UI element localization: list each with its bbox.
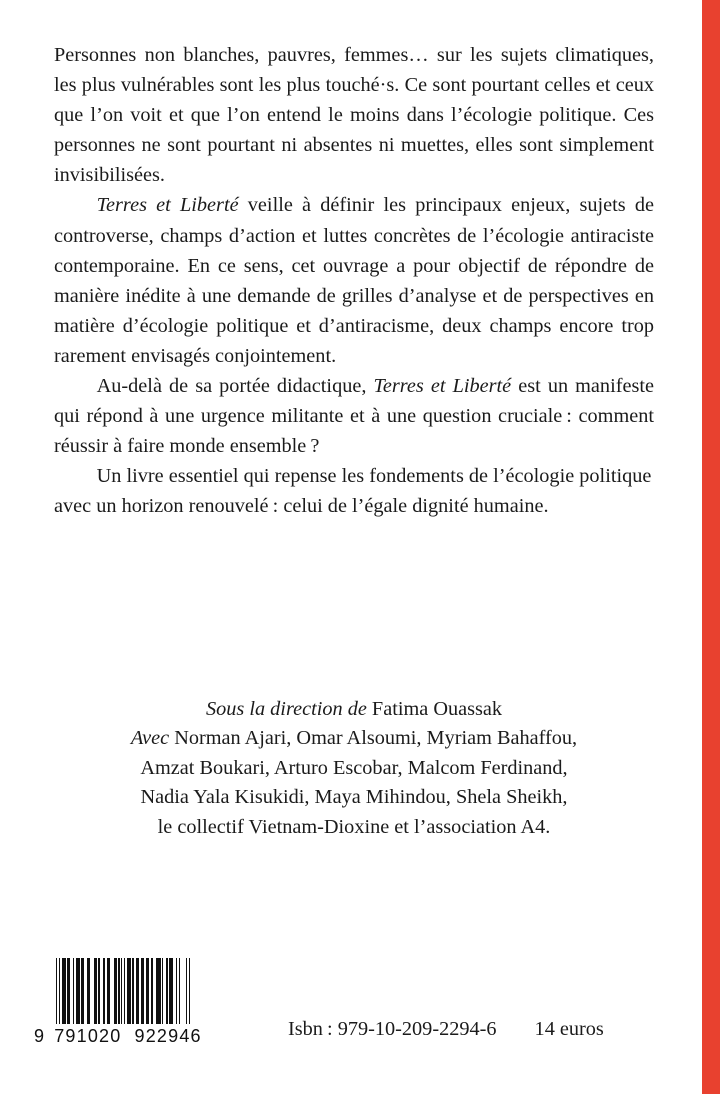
barcode-digit-group-1: 791020 xyxy=(54,1026,122,1046)
credits-editor-label: Sous la direction de xyxy=(205,698,367,720)
isbn-and-price xyxy=(288,1018,604,1041)
blurb-paragraph-2 xyxy=(54,190,654,371)
isbn-label: Isbn : xyxy=(288,1018,333,1040)
barcode-digits xyxy=(34,1026,204,1047)
blurb-text xyxy=(54,40,654,522)
credits-line-contributors-1 xyxy=(54,724,654,753)
barcode-digit-group-0: 9 xyxy=(34,1026,46,1046)
blurb-paragraph-1: Personnes non blanches, pauvres, femmes… sur les sujets climatiques, les plus vulnérables sont les plus touché·s. Ce sont pourtant celles et ceux que l’on voit et que l’on entend le moins dans l’écologie politique. Ces personnes ne sont pourtant ni absentes ni muettes, elles sont simplement invisibilisées. xyxy=(54,44,654,187)
book-title-mention-2: Terres et Liberté xyxy=(373,375,512,398)
credits-names-1: Norman Ajari, Omar Alsoumi, Myriam Bahaffou, xyxy=(169,727,578,750)
credits-names-3: Nadia Yala Kisukidi, Maya Mihindou, Shela Sheikh, xyxy=(140,786,568,809)
credits-line-editor xyxy=(54,695,654,724)
blurb-paragraph-2-body: veille à définir les principaux enjeux, sujets de controverse, champs d’action et luttes concrètes de l’écologie antiraciste contemporaine. En ce sens, cet ouvrage a pour objectif de répondre de manière inédite à une demande de grilles d’analyse et de perspectives en matière d’écologie politique et d’antiracisme, deux champs encore trop rarement envisagés conjointement. xyxy=(54,194,654,367)
blurb-paragraph-3-lead: Au-delà de sa portée didactique, xyxy=(96,375,374,398)
credits-with-label: Avec xyxy=(130,727,170,750)
isbn-value: 979-10-209-2294-6 xyxy=(332,1018,497,1040)
blurb-paragraph-3-body: est un manifeste qui répond à une urgence militante et à une question cruciale : comment réussir à faire monde ensemble ? xyxy=(54,375,654,458)
spine-accent-bar xyxy=(702,0,720,1094)
barcode-digit-group-2: 922946 xyxy=(134,1026,202,1046)
credits-editor-name: Fatima Ouassak xyxy=(366,698,503,720)
ean-barcode xyxy=(34,958,204,1047)
price-label: 14 euros xyxy=(534,1018,604,1040)
book-title-mention-1: Terres et Liberté xyxy=(96,194,239,217)
credits-names-2: Amzat Boukari, Arturo Escobar, Malcom Ferdinand, xyxy=(140,756,568,779)
contributors-block xyxy=(54,695,654,842)
blurb-paragraph-3 xyxy=(54,371,654,461)
credits-names-4: le collectif Vietnam-Dioxine et l’association A4. xyxy=(157,815,551,838)
blurb-paragraph-4: Un livre essentiel qui repense les fondements de l’écologie politique avec un horizon renouvelé : celui de l’égale dignité humaine. xyxy=(54,465,652,518)
barcode-bars xyxy=(56,958,204,1024)
